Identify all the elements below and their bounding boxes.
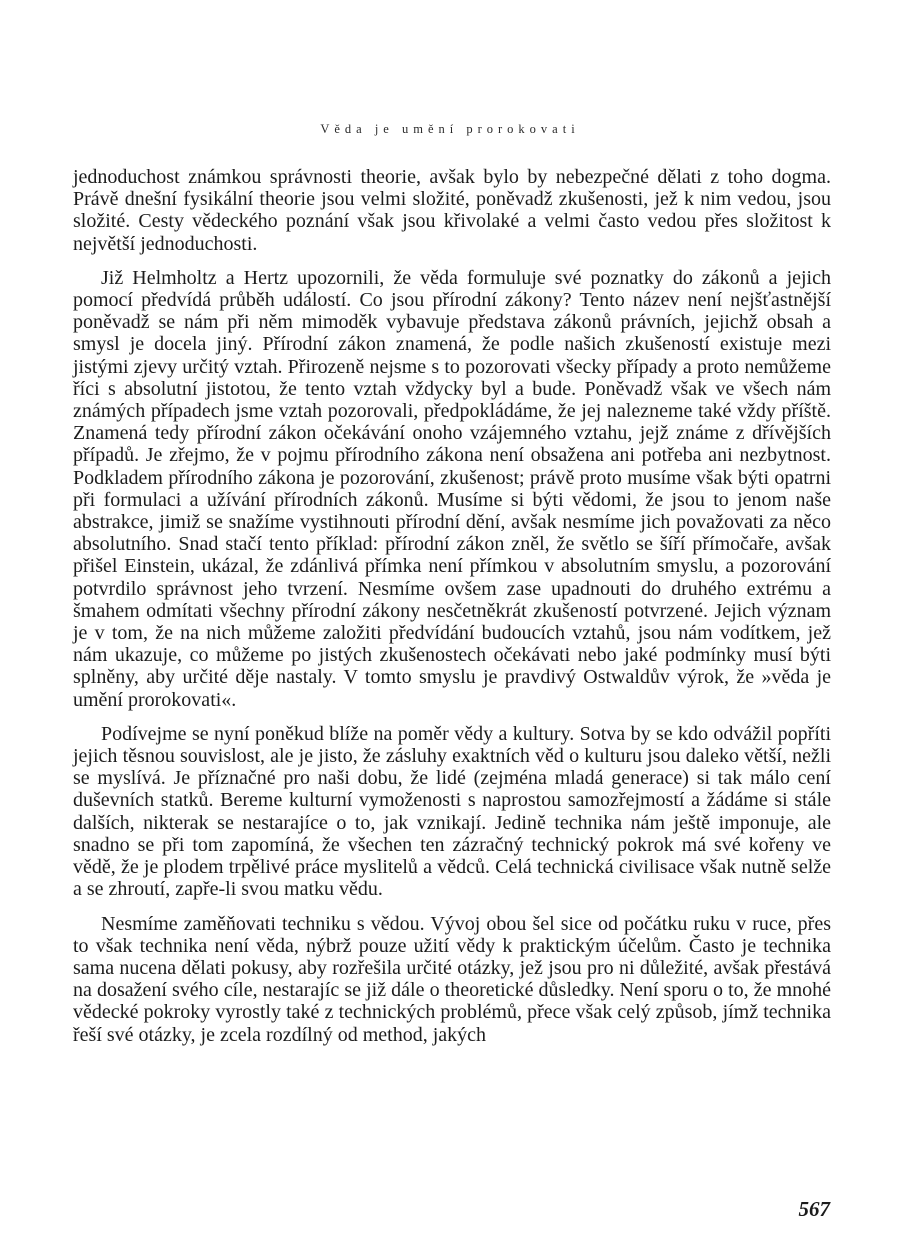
paragraph-1: jednoduchost známkou správnosti theorie, avšak bylo by nebezpečné dělati z toho dogma. Právě dnešní fysikální theorie jsou velmi složité, poněvadž zkušenosti, jež k nim vedou, jsou složité. Cesty vědeckého poznání však jsou křivolaké a velmi často vedou přes složitost k největší jednoduchosti. [73,166,831,255]
running-head: Věda je umění prorokovati [320,122,580,136]
body-text [73,166,831,1058]
paragraph-2: Již Helmholtz a Hertz upozornili, že věda formuluje své poznatky do zákonů a jejich pomocí předvídá průběh událostí. Co jsou přírodní zákony? Tento název není nejšťastnější poněvadž se nám při něm mimoděk vybavuje představa zákonů právních, jejichž obsah a smysl je docela jiný. Přírodní zákon znamená, že podle našich zkušeností existuje mezi jistými zjevy určitý vztah. Přirozeně nejsme s to pozorovati všecky případy a proto nemůžeme říci s absolutní jistotou, že tento vztah vždycky byl a bude. Poněvadž však ve všech nám známých případech jsme vztah pozorovali, předpokládáme, že jej nalezneme také vždy příště. Znamená tedy přírodní zákon očekávání onoho vzájemného vztahu, jejž známe z dřívějších případů. Je zřejmo, že v pojmu přírodního zákona není obsažena ani potřeba ani nezbytnost. Podkladem přírodního zákona je pozorování, zkušenost; právě proto musíme však býti opatrni při formulaci a užívání přírodních zákonů. Musíme si býti vědomi, že jsou to jenom naše abstrakce, jimiž se snažíme vystihnouti přírodní dění, avšak nesmíme jich považovati za něco absolutního. Snad stačí tento příklad: přírodní zákon zněl, že světlo se šíří přímočaře, avšak přišel Einstein, ukázal, že zdánlivá přímka není přímkou v absolutním smyslu, a pozorování potvrdilo správnost jeho tvrzení. Nesmíme ovšem zase upadnouti do druhého extrému a šmahem odmítati všechny přírodní zákony nesčetněkrát zkušeností potvrzené. Jejich význam je v tom, že na nich můžeme založiti předvídání budoucích vztahů, jsou nám vodítkem, jež nám ukazuje, co můžeme po jistých zkušenostech očekávati nebo jaké podmínky musí býti splněny, aby určité děje nastaly. V tomto smyslu je pravdivý Ostwaldův výrok, že »věda je umění prorokovati«. [73,266,831,711]
paragraph-3: Podívejme se nyní poněkud blíže na poměr vědy a kultury. Sotva by se kdo odvážil popříti jejich těsnou souvislost, ale je jisto, že zásluhy exaktních věd o kulturu jsou daleko větší, nežli se myslívá. Je příznačné pro naši dobu, že lidé (zejména mladá generace) si tak málo cení duševních statků. Bereme kulturní vymoženosti s naprostou samozřejmostí a žádáme si stále dalších, nikterak se nestarajíce o to, jak vznikají. Jedině technika nám ještě imponuje, ale snadno se při tom zapomíná, že všechen ten zázračný technický pokrok má své kořeny ve vědě, že je plodem trpělivé práce myslitelů a vědců. Celá technická civilisace však nutně selže a se zhroutí, zapře-li svou matku vědu. [73,722,831,901]
paragraph-4: Nesmíme zaměňovati techniku s vědou. Vývoj obou šel sice od počátku ruku v ruce, přes to však technika není věda, nýbrž pouze užití vědy k praktickým účelům. Často je technika sama nucena dělati pokusy, aby rozřešila určité otázky, jež jsou pro ni důležité, avšak přestává na dosažení svého cíle, nestarajíc se již dále o theoretické důsledky. Není sporu o to, že mnohé vědecké pokroky vyrostly také z technických problémů, přece však celý způsob, jímž technika řeší své otázky, je zcela rozdílný od method, jakých [73,912,831,1046]
page-number: 567 [798,1197,830,1221]
